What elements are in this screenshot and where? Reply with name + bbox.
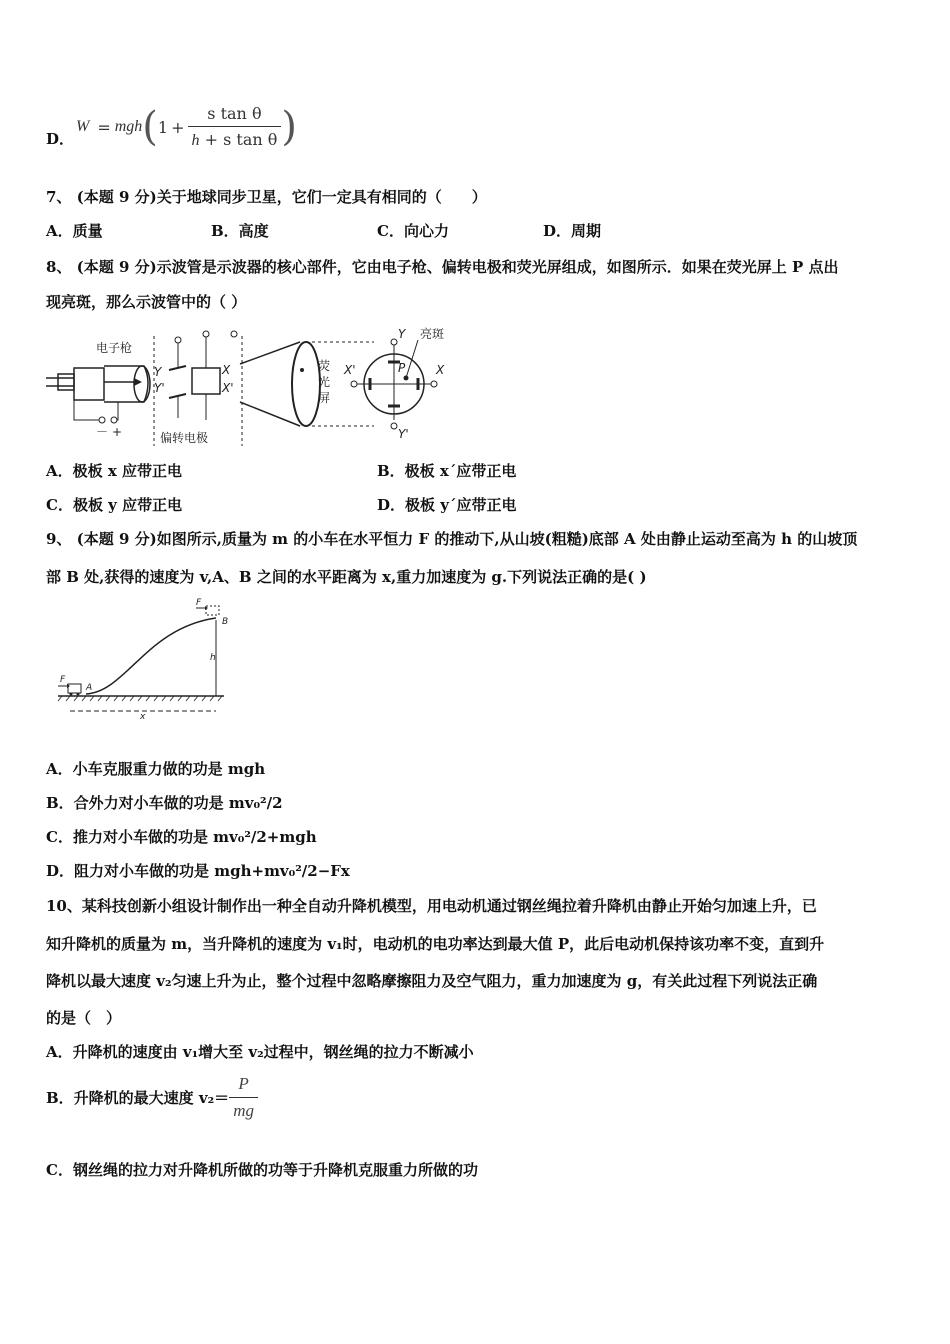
q6-option-d-label: D． — [46, 130, 75, 148]
q10-option-b-text: B．升降机的最大速度 v₂＝ — [46, 1088, 230, 1107]
q8-option-a: A．极板 x 应带正电 — [46, 462, 183, 480]
q10-option-c: C．钢丝绳的拉力对升降机所做的功等于升降机克服重力所做的功 — [46, 1161, 478, 1179]
fraction-numerator: s tan θ — [207, 104, 262, 123]
q10-stem-line4: 的是（ ） — [46, 1009, 122, 1027]
q9-option-a: A．小车克服重力做的功是 mgh — [46, 760, 266, 778]
q9-stem-line2: 部 B 处,获得的速度为 v,A、B 之间的水平距离为 x,重力加速度为 g.下列说法正确的是( ) — [46, 568, 647, 586]
q10-option-b — [46, 1072, 258, 1122]
q8-option-d: D．极板 y´应带正电 — [377, 496, 517, 514]
q8-option-b: B．极板 x´应带正电 — [377, 462, 517, 480]
q10-stem-line1: 10、某科技创新小组设计制作出一种全自动升降机模型，用电动机通过钢丝绳拉着升降机由静止开始匀加速上升，已 — [46, 897, 817, 915]
q6-option-d-formula — [76, 102, 297, 152]
fraction-P: P — [238, 1073, 249, 1093]
formula-eq: = — [97, 117, 111, 137]
formula-mgh: mgh — [114, 118, 143, 135]
left-paren: ( — [142, 104, 158, 150]
label-point-A: A — [86, 683, 93, 693]
q7-option-c: C．向心力 — [377, 222, 449, 240]
label-Y-electrode: Y — [154, 365, 162, 379]
q8-stem-line1: 8、 (本题 9 分)示波管是示波器的核心部件，它由电子枪、偏转电极和荧光屏组成，如图所示．如果在荧光屏上 P 点出 — [46, 258, 839, 276]
q10-option-a: A．升降机的速度由 v₁增大至 v₂过程中，钢丝绳的拉力不断减小 — [46, 1043, 474, 1061]
label-minus: － — [96, 425, 109, 439]
q9-stem-line1: 9、 (本题 9 分)如图所示,质量为 m 的小车在水平恒力 F 的推动下,从山坡(粗糙)底部 A 处由静止运动至高为 h 的山坡顶 — [46, 530, 858, 548]
label-force-F-bottom: F — [60, 675, 66, 685]
label-screen-3: 屏 — [318, 391, 331, 405]
fraction-mg: mg — [229, 1097, 258, 1121]
q7-option-d: D．周期 — [543, 222, 602, 240]
label-X-electrode: X — [222, 363, 231, 377]
right-paren: ) — [281, 104, 297, 150]
q8-stem-line2: 现亮斑，那么示波管中的（ ） — [46, 293, 247, 311]
q7-option-a: A．质量 — [46, 222, 103, 240]
label-bright-spot: 亮斑 — [420, 327, 445, 341]
label-X2-electrode: X' — [222, 381, 234, 395]
label-screen-2: 光 — [318, 375, 331, 389]
formula-fraction — [188, 104, 282, 150]
q7-option-b: B．高度 — [211, 222, 269, 240]
label-screen-1: 荧 — [318, 359, 331, 373]
q9-option-b: B．合外力对小车做的功是 mv₀²/2 — [46, 794, 283, 812]
formula-plus: + — [171, 117, 185, 137]
label-plus: + — [112, 425, 123, 439]
label-electron-gun: 电子枪 — [96, 341, 133, 355]
q10-stem-line2: 知升降机的质量为 m，当升降机的速度为 v₁时，电动机的电功率达到最大值 P，此后电动机保持该功率不变，直到升 — [46, 935, 825, 953]
q7-stem: 7、 (本题 9 分)关于地球同步卫星，它们一定具有相同的（ ） — [46, 188, 487, 206]
label-Y2-electrode: Y' — [154, 381, 165, 395]
q10-option-b-fraction — [229, 1074, 258, 1121]
q9-option-d: D．阻力对小车做的功是 mgh+mv₀²/2−Fx — [46, 862, 350, 880]
label-deflection-electrodes: 偏转电极 — [160, 431, 209, 445]
q9-option-c: C．推力对小车做的功是 mv₀²/2+mgh — [46, 828, 317, 846]
hill-slope-figure — [56, 598, 236, 720]
label-screen-Y: Y — [398, 327, 406, 341]
label-screen-X: X — [436, 363, 445, 377]
q8-option-c: C．极板 y 应带正电 — [46, 496, 183, 514]
label-point-P: P — [398, 361, 406, 375]
fraction-denominator: h + s tan θ — [188, 126, 282, 150]
label-force-F-top: F — [196, 598, 202, 608]
label-height-h: h — [210, 653, 216, 663]
formula-one: 1 — [157, 117, 169, 137]
label-distance-x: x — [140, 712, 146, 720]
label-screen-Y2: Y' — [398, 427, 409, 441]
q10-stem-line3: 降机以最大速度 v₂匀速上升为止，整个过程中忽略摩擦阻力及空气阻力，重力加速度为 g，有关此过程下列说法正确 — [46, 972, 818, 990]
label-point-B: B — [222, 617, 229, 627]
label-screen-X2: X' — [344, 363, 356, 377]
formula-W: W — [76, 118, 90, 135]
oscilloscope-tube-figure — [44, 322, 454, 450]
